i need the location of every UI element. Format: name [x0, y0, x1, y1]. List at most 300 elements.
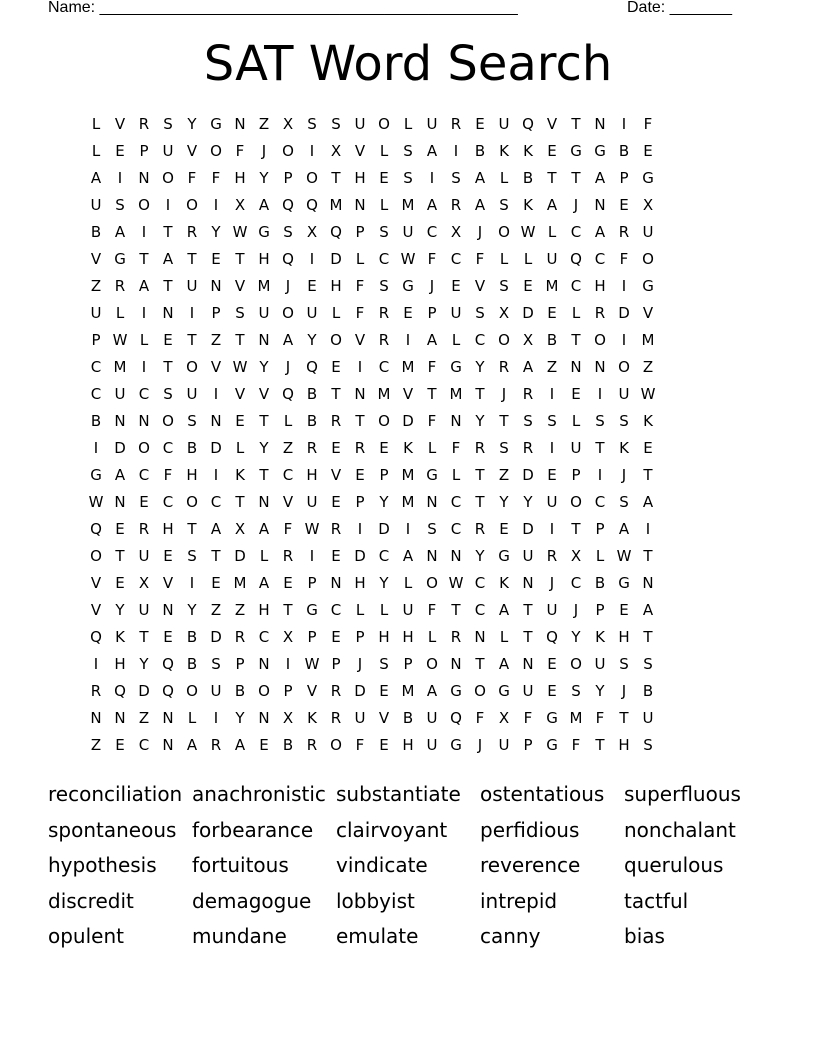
grid-letter: Y: [139, 655, 149, 673]
grid-letter: E: [403, 304, 413, 322]
grid-letter: V: [354, 331, 366, 349]
grid-letter: L: [427, 628, 437, 646]
grid-letter: O: [186, 358, 198, 376]
grid-letter: S: [403, 142, 413, 160]
grid-letter: U: [402, 223, 414, 241]
grid-letter: I: [405, 331, 411, 349]
grid-letter: T: [187, 520, 197, 538]
grid-row: [84, 678, 660, 705]
grid-letter: T: [499, 412, 509, 430]
grid-letter: L: [403, 115, 413, 133]
grid-letter: Y: [187, 601, 197, 619]
grid-letter: P: [331, 655, 341, 673]
grid-letter: F: [523, 709, 533, 727]
grid-letter: L: [187, 709, 197, 727]
grid-letter: Y: [379, 493, 389, 511]
grid-letter: N: [90, 709, 102, 727]
grid-letter: Q: [282, 196, 294, 214]
grid-letter: C: [330, 601, 342, 619]
grid-letter: V: [474, 277, 486, 295]
grid-letter: I: [309, 547, 315, 565]
grid-letter: O: [90, 547, 102, 565]
grid-letter: S: [163, 115, 173, 133]
grid-letter: E: [211, 250, 221, 268]
grid-letter: Z: [498, 466, 510, 484]
grid-letter: T: [547, 169, 557, 187]
grid-row: [84, 300, 660, 327]
word-bank: [48, 778, 768, 956]
grid-letter: Y: [307, 331, 317, 349]
grid-letter: I: [549, 385, 555, 403]
grid-letter: S: [571, 682, 581, 700]
grid-letter: G: [642, 169, 654, 187]
grid-letter: U: [162, 142, 174, 160]
grid-letter: A: [642, 601, 654, 619]
grid-letter: G: [210, 115, 222, 133]
grid-letter: X: [282, 628, 294, 646]
grid-letter: L: [499, 628, 509, 646]
grid-letter: I: [141, 223, 147, 241]
grid-letter: N: [138, 412, 150, 430]
grid-letter: T: [643, 628, 653, 646]
grid-letter: H: [162, 520, 174, 538]
grid-letter: H: [114, 655, 126, 673]
grid-letter: I: [429, 169, 435, 187]
grid-letter: Q: [114, 682, 126, 700]
grid-letter: P: [307, 574, 317, 592]
word-bank-item: mundane: [192, 924, 287, 948]
grid-letter: M: [401, 466, 415, 484]
grid-letter: S: [403, 169, 413, 187]
grid-letter: U: [90, 304, 102, 322]
grid-letter: S: [619, 412, 629, 430]
grid-letter: Z: [90, 736, 102, 754]
grid-letter: O: [186, 682, 198, 700]
grid-letter: A: [498, 655, 510, 673]
grid-letter: T: [475, 385, 485, 403]
grid-letter: V: [162, 574, 174, 592]
grid-letter: Z: [210, 331, 222, 349]
grid-row: [84, 462, 660, 489]
grid-letter: R: [522, 439, 534, 457]
grid-letter: Y: [595, 682, 605, 700]
grid-letter: L: [139, 331, 149, 349]
grid-letter: C: [138, 385, 150, 403]
grid-letter: J: [285, 358, 291, 376]
grid-letter: H: [354, 574, 366, 592]
grid-letter: C: [570, 574, 582, 592]
letter-grid: [84, 111, 660, 759]
grid-letter: F: [571, 736, 581, 754]
grid-letter: W: [448, 574, 464, 592]
grid-letter: W: [520, 223, 536, 241]
grid-letter: X: [570, 547, 582, 565]
grid-letter: J: [549, 574, 555, 592]
grid-letter: E: [259, 736, 269, 754]
grid-letter: L: [451, 466, 461, 484]
grid-letter: I: [141, 358, 147, 376]
grid-letter: S: [523, 412, 533, 430]
grid-letter: N: [426, 493, 438, 511]
grid-letter: D: [354, 547, 366, 565]
grid-letter: N: [522, 574, 534, 592]
grid-letter: J: [621, 466, 627, 484]
grid-letter: C: [258, 628, 270, 646]
grid-letter: N: [594, 115, 606, 133]
grid-letter: G: [450, 682, 462, 700]
grid-row: [84, 327, 660, 354]
grid-letter: U: [90, 196, 102, 214]
grid-letter: I: [597, 466, 603, 484]
grid-letter: P: [403, 655, 413, 673]
grid-letter: U: [498, 736, 510, 754]
grid-letter: H: [378, 628, 390, 646]
grid-letter: R: [306, 736, 318, 754]
grid-letter: X: [450, 223, 462, 241]
grid-letter: J: [261, 142, 267, 160]
grid-letter: N: [474, 628, 486, 646]
grid-letter: M: [449, 385, 463, 403]
grid-letter: U: [522, 547, 534, 565]
grid-letter: K: [235, 466, 245, 484]
grid-letter: H: [402, 736, 414, 754]
grid-letter: H: [354, 169, 366, 187]
grid-letter: R: [474, 439, 486, 457]
grid-letter: R: [210, 736, 222, 754]
grid-letter: Y: [115, 601, 125, 619]
grid-letter: A: [114, 223, 126, 241]
grid-letter: P: [283, 682, 293, 700]
grid-letter: T: [595, 439, 605, 457]
grid-letter: O: [642, 250, 654, 268]
grid-letter: E: [163, 331, 173, 349]
grid-letter: I: [621, 331, 627, 349]
grid-letter: K: [643, 412, 653, 430]
grid-letter: R: [354, 439, 366, 457]
grid-letter: K: [523, 196, 533, 214]
grid-letter: E: [139, 493, 149, 511]
grid-letter: U: [138, 601, 150, 619]
grid-letter: Q: [162, 655, 174, 673]
grid-letter: U: [306, 304, 318, 322]
grid-letter: P: [307, 628, 317, 646]
grid-letter: F: [355, 277, 365, 295]
grid-letter: S: [619, 493, 629, 511]
grid-letter: H: [186, 466, 198, 484]
grid-letter: F: [595, 709, 605, 727]
word-bank-item: lobbyist: [336, 888, 415, 913]
word-bank-item: spontaneous: [48, 817, 177, 842]
grid-letter: S: [283, 223, 293, 241]
grid-letter: B: [90, 412, 102, 430]
grid-letter: T: [115, 547, 125, 565]
grid-letter: O: [258, 682, 270, 700]
grid-row: [84, 246, 660, 273]
word-bank-item: opulent: [48, 924, 124, 948]
grid-letter: N: [450, 655, 462, 673]
grid-letter: E: [379, 169, 389, 187]
grid-letter: D: [354, 682, 366, 700]
grid-letter: U: [546, 601, 558, 619]
grid-letter: S: [451, 169, 461, 187]
grid-letter: O: [426, 574, 438, 592]
grid-letter: B: [618, 142, 630, 160]
grid-letter: R: [522, 385, 534, 403]
grid-letter: H: [258, 601, 270, 619]
grid-letter: S: [187, 547, 197, 565]
grid-letter: O: [570, 655, 582, 673]
grid-letter: A: [186, 736, 198, 754]
grid-letter: O: [474, 682, 486, 700]
grid-letter: F: [211, 169, 221, 187]
grid-letter: D: [378, 520, 390, 538]
grid-letter: L: [115, 304, 125, 322]
grid-letter: F: [619, 250, 629, 268]
grid-letter: I: [213, 196, 219, 214]
grid-letter: V: [258, 385, 270, 403]
grid-letter: R: [498, 358, 510, 376]
grid-letter: I: [93, 655, 99, 673]
grid-letter: P: [355, 223, 365, 241]
word-bank-item: bias: [624, 924, 665, 948]
grid-row: [84, 219, 660, 246]
grid-letter: I: [93, 439, 99, 457]
grid-letter: A: [474, 196, 486, 214]
grid-letter: L: [91, 115, 101, 133]
grid-letter: T: [643, 466, 653, 484]
grid-letter: R: [450, 115, 462, 133]
grid-letter: S: [475, 304, 485, 322]
grid-letter: V: [354, 142, 366, 160]
grid-letter: R: [546, 547, 558, 565]
grid-letter: I: [189, 574, 195, 592]
grid-letter: N: [354, 385, 366, 403]
grid-letter: E: [643, 439, 653, 457]
grid-letter: W: [232, 223, 248, 241]
grid-letter: R: [330, 412, 342, 430]
grid-letter: N: [258, 331, 270, 349]
grid-letter: J: [429, 277, 435, 295]
grid-letter: I: [213, 709, 219, 727]
grid-letter: U: [354, 115, 366, 133]
grid-letter: G: [642, 277, 654, 295]
grid-letter: T: [139, 250, 149, 268]
grid-letter: E: [619, 601, 629, 619]
grid-letter: C: [450, 520, 462, 538]
grid-letter: T: [187, 250, 197, 268]
grid-letter: Z: [234, 601, 246, 619]
grid-letter: T: [163, 358, 173, 376]
grid-letter: V: [210, 358, 222, 376]
grid-letter: I: [117, 169, 123, 187]
grid-letter: S: [235, 304, 245, 322]
grid-row: [84, 111, 660, 138]
grid-letter: P: [91, 331, 101, 349]
grid-letter: R: [234, 628, 246, 646]
grid-row: [84, 651, 660, 678]
grid-letter: J: [357, 655, 363, 673]
grid-letter: S: [547, 412, 557, 430]
grid-letter: P: [355, 493, 365, 511]
grid-letter: D: [402, 412, 414, 430]
grid-letter: A: [642, 493, 654, 511]
grid-letter: B: [234, 682, 246, 700]
grid-letter: F: [427, 601, 437, 619]
grid-letter: Q: [546, 628, 558, 646]
grid-letter: N: [162, 601, 174, 619]
grid-letter: T: [355, 412, 365, 430]
grid-letter: D: [114, 439, 126, 457]
grid-letter: S: [427, 520, 437, 538]
grid-letter: H: [258, 250, 270, 268]
grid-letter: N: [330, 574, 342, 592]
grid-letter: A: [282, 331, 294, 349]
grid-letter: L: [379, 142, 389, 160]
grid-letter: S: [595, 412, 605, 430]
grid-letter: E: [283, 574, 293, 592]
grid-letter: V: [90, 601, 102, 619]
grid-letter: E: [619, 196, 629, 214]
grid-row: [84, 273, 660, 300]
grid-letter: P: [571, 466, 581, 484]
grid-letter: Q: [90, 520, 102, 538]
grid-letter: X: [306, 223, 318, 241]
grid-letter: O: [186, 196, 198, 214]
grid-letter: R: [378, 331, 390, 349]
word-bank-item: reverence: [480, 853, 581, 877]
grid-letter: R: [306, 439, 318, 457]
grid-letter: X: [522, 331, 534, 349]
grid-letter: S: [163, 385, 173, 403]
grid-letter: W: [616, 547, 632, 565]
grid-letter: D: [210, 439, 222, 457]
grid-letter: G: [546, 736, 558, 754]
grid-row: [84, 381, 660, 408]
grid-letter: A: [426, 682, 438, 700]
grid-row: [84, 489, 660, 516]
page-title: SAT Word Search: [203, 36, 613, 92]
grid-letter: L: [523, 250, 533, 268]
grid-letter: E: [499, 520, 509, 538]
grid-letter: U: [354, 709, 366, 727]
grid-letter: M: [377, 385, 391, 403]
grid-letter: X: [330, 142, 342, 160]
grid-letter: I: [309, 250, 315, 268]
grid-letter: G: [594, 142, 606, 160]
grid-letter: J: [477, 736, 483, 754]
grid-letter: T: [187, 331, 197, 349]
grid-letter: T: [163, 277, 173, 295]
grid-letter: I: [357, 520, 363, 538]
grid-letter: T: [331, 385, 341, 403]
word-bank-item: substantiate: [336, 782, 461, 806]
grid-letter: E: [475, 115, 485, 133]
grid-letter: R: [618, 223, 630, 241]
grid-letter: E: [379, 736, 389, 754]
word-bank-item: nonchalant: [624, 817, 736, 842]
grid-letter: Y: [571, 628, 581, 646]
grid-letter: O: [618, 358, 630, 376]
grid-letter: N: [570, 358, 582, 376]
grid-letter: K: [595, 628, 605, 646]
grid-letter: A: [162, 250, 174, 268]
grid-letter: A: [426, 196, 438, 214]
grid-letter: L: [355, 601, 365, 619]
grid-letter: I: [597, 385, 603, 403]
grid-letter: A: [594, 169, 606, 187]
grid-letter: E: [163, 547, 173, 565]
grid-letter: R: [282, 547, 294, 565]
grid-letter: K: [499, 574, 509, 592]
grid-letter: A: [258, 196, 270, 214]
grid-letter: A: [522, 358, 534, 376]
grid-letter: V: [234, 277, 246, 295]
grid-letter: N: [162, 736, 174, 754]
grid-letter: M: [545, 277, 559, 295]
grid-letter: B: [306, 412, 318, 430]
grid-letter: D: [210, 628, 222, 646]
grid-letter: L: [259, 547, 269, 565]
grid-letter: B: [186, 628, 198, 646]
grid-letter: T: [475, 493, 485, 511]
grid-letter: C: [378, 547, 390, 565]
grid-letter: G: [306, 601, 318, 619]
grid-letter: B: [282, 736, 294, 754]
grid-letter: X: [282, 709, 294, 727]
grid-letter: P: [139, 142, 149, 160]
grid-letter: T: [595, 736, 605, 754]
grid-letter: S: [379, 223, 389, 241]
grid-letter: H: [618, 628, 630, 646]
grid-letter: D: [522, 304, 534, 322]
grid-letter: G: [498, 682, 510, 700]
grid-letter: A: [138, 277, 150, 295]
grid-letter: I: [357, 358, 363, 376]
grid-letter: L: [499, 169, 509, 187]
grid-letter: J: [573, 196, 579, 214]
grid-letter: A: [618, 520, 630, 538]
grid-letter: U: [450, 304, 462, 322]
grid-letter: A: [474, 169, 486, 187]
grid-letter: A: [402, 547, 414, 565]
grid-letter: Z: [138, 709, 150, 727]
word-bank-item: perfidious: [480, 817, 580, 842]
grid-letter: V: [90, 574, 102, 592]
grid-letter: M: [401, 493, 415, 511]
grid-letter: H: [330, 277, 342, 295]
grid-letter: F: [283, 520, 293, 538]
grid-letter: I: [213, 385, 219, 403]
grid-letter: U: [546, 493, 558, 511]
grid-letter: Q: [306, 196, 318, 214]
grid-letter: N: [258, 655, 270, 673]
grid-letter: C: [450, 250, 462, 268]
grid-letter: T: [619, 709, 629, 727]
grid-letter: B: [546, 331, 558, 349]
grid-letter: E: [235, 412, 245, 430]
grid-letter: A: [258, 520, 270, 538]
grid-letter: A: [498, 601, 510, 619]
grid-letter: L: [427, 439, 437, 457]
grid-letter: G: [402, 277, 414, 295]
grid-letter: C: [90, 385, 102, 403]
grid-letter: N: [594, 196, 606, 214]
word-bank-item: querulous: [624, 853, 724, 877]
grid-letter: P: [619, 169, 629, 187]
grid-letter: P: [283, 169, 293, 187]
grid-letter: G: [450, 736, 462, 754]
grid-letter: N: [114, 709, 126, 727]
